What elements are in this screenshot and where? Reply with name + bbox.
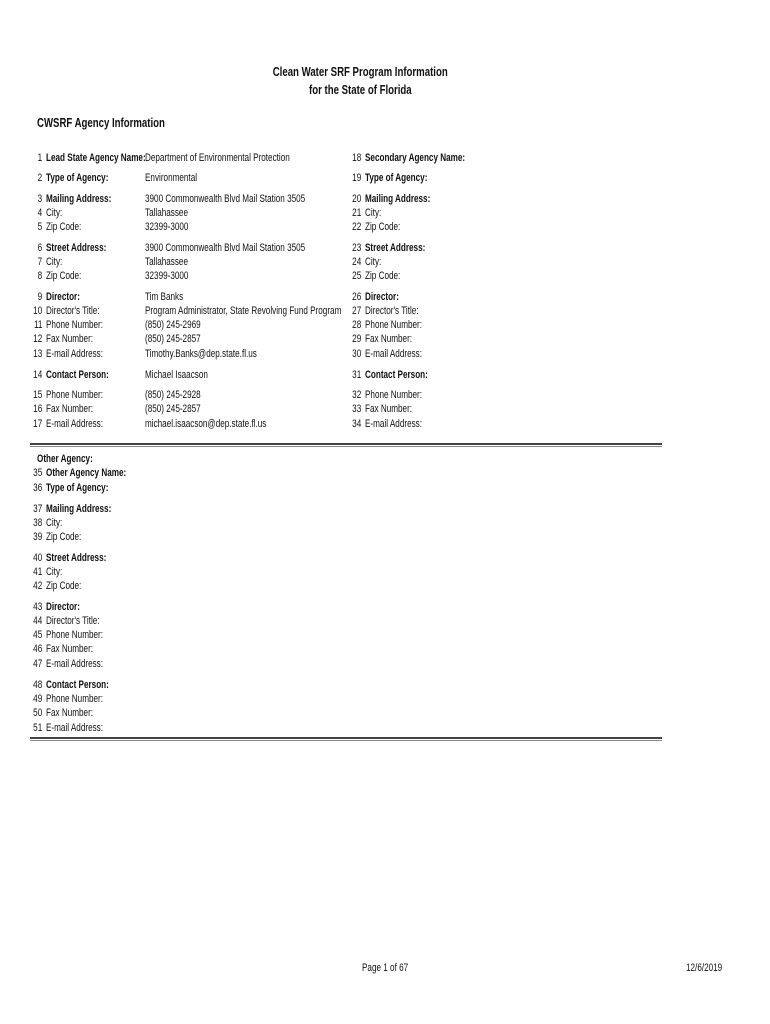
field-label: E-mail Address: bbox=[46, 658, 104, 670]
other-agency-heading: Other Agency: bbox=[37, 453, 93, 465]
field-label: Phone Number: bbox=[365, 319, 423, 331]
field-label: Director: bbox=[365, 291, 399, 303]
right_fields-row-20 bbox=[345, 192, 475, 206]
field-label: Lead State Agency Name: bbox=[46, 152, 146, 164]
field-number: 32 bbox=[351, 389, 361, 401]
left_fields-row-5 bbox=[26, 220, 156, 234]
section-divider-top bbox=[30, 443, 662, 447]
right_fields-row-25 bbox=[345, 269, 475, 283]
field-number: 21 bbox=[351, 207, 361, 219]
field-number: 5 bbox=[37, 221, 42, 233]
field-number: 44 bbox=[32, 615, 42, 627]
other_fields-row-47 bbox=[26, 657, 156, 671]
field-label: Contact Person: bbox=[46, 369, 109, 381]
field-number: 10 bbox=[32, 305, 42, 317]
left_fields-row-1 bbox=[26, 151, 156, 165]
field-label: City: bbox=[365, 207, 382, 219]
field-label: Mailing Address: bbox=[365, 193, 431, 205]
other_fields-row-46 bbox=[26, 642, 156, 656]
field-number: 46 bbox=[32, 643, 42, 655]
field-value-9: Tim Banks bbox=[145, 291, 184, 303]
other_fields-row-39 bbox=[26, 530, 156, 544]
other_fields-row-38 bbox=[26, 516, 156, 530]
field-label: E-mail Address: bbox=[46, 348, 104, 360]
right_fields-row-28 bbox=[345, 318, 475, 332]
title-line-1: Clean Water SRF Program Information bbox=[272, 64, 448, 79]
field-number: 31 bbox=[351, 369, 361, 381]
field-label: Type of Agency: bbox=[46, 482, 109, 494]
right_fields-row-27 bbox=[345, 304, 475, 318]
left_fields-row-10 bbox=[26, 304, 156, 318]
field-label: E-mail Address: bbox=[46, 418, 104, 430]
field-number: 7 bbox=[37, 256, 42, 268]
field-number: 20 bbox=[351, 193, 361, 205]
field-label: Phone Number: bbox=[46, 389, 104, 401]
field-value-16: (850) 245-2857 bbox=[145, 403, 201, 415]
field-number: 8 bbox=[37, 270, 42, 282]
left_fields-row-12 bbox=[26, 332, 156, 346]
field-number: 18 bbox=[351, 152, 361, 164]
field-label: Contact Person: bbox=[46, 679, 109, 691]
field-number: 27 bbox=[351, 305, 361, 317]
field-number: 25 bbox=[351, 270, 361, 282]
field-number: 11 bbox=[33, 319, 42, 331]
right_fields-row-21 bbox=[345, 206, 475, 220]
field-label: Zip Code: bbox=[46, 580, 82, 592]
field-label: Director's Title: bbox=[46, 305, 100, 317]
field-value-1: Department of Environmental Protection bbox=[145, 152, 290, 164]
left_fields-row-15 bbox=[26, 388, 156, 402]
field-label: Mailing Address: bbox=[46, 503, 112, 515]
right_fields-row-33 bbox=[345, 402, 475, 416]
field-label: Type of Agency: bbox=[365, 172, 428, 184]
field-number: 24 bbox=[351, 256, 361, 268]
field-label: Fax Number: bbox=[46, 643, 94, 655]
field-label: Fax Number: bbox=[365, 403, 413, 415]
field-label: City: bbox=[46, 517, 63, 529]
field-number: 38 bbox=[32, 517, 42, 529]
field-number: 48 bbox=[32, 679, 42, 691]
right_fields-row-29 bbox=[345, 332, 475, 346]
field-number: 15 bbox=[32, 389, 42, 401]
right_fields-row-32 bbox=[345, 388, 475, 402]
field-number: 12 bbox=[32, 333, 42, 345]
field-number: 40 bbox=[32, 552, 42, 564]
field-number: 51 bbox=[32, 722, 42, 734]
field-number: 37 bbox=[32, 503, 42, 515]
field-label: Contact Person: bbox=[365, 369, 428, 381]
right_fields-row-34 bbox=[345, 417, 475, 431]
field-number: 16 bbox=[32, 403, 42, 415]
field-value-13: Timothy.Banks@dep.state.fl.us bbox=[145, 348, 257, 360]
field-value-7: Tallahassee bbox=[145, 256, 188, 268]
field-number: 17 bbox=[32, 418, 42, 430]
field-number: 4 bbox=[37, 207, 42, 219]
field-number: 42 bbox=[32, 580, 42, 592]
field-label: City: bbox=[365, 256, 382, 268]
field-value-15: (850) 245-2928 bbox=[145, 389, 201, 401]
document-title bbox=[0, 63, 720, 99]
field-number: 28 bbox=[351, 319, 361, 331]
right_fields-row-18 bbox=[345, 151, 475, 165]
field-label: Secondary Agency Name: bbox=[365, 152, 466, 164]
field-number: 35 bbox=[32, 467, 42, 479]
right_fields-row-30 bbox=[345, 347, 475, 361]
field-label: E-mail Address: bbox=[365, 348, 423, 360]
field-number: 23 bbox=[351, 242, 361, 254]
field-value-6: 3900 Commonwealth Blvd Mail Station 3505 bbox=[145, 242, 306, 254]
field-value-5: 32399-3000 bbox=[145, 221, 189, 233]
field-label: Phone Number: bbox=[46, 693, 104, 705]
field-label: Fax Number: bbox=[46, 403, 94, 415]
field-label: Street Address: bbox=[365, 242, 426, 254]
left_fields-row-16 bbox=[26, 402, 156, 416]
field-label: E-mail Address: bbox=[365, 418, 423, 430]
field-value-3: 3900 Commonwealth Blvd Mail Station 3505 bbox=[145, 193, 306, 205]
other_fields-row-37 bbox=[26, 502, 156, 516]
field-number: 49 bbox=[32, 693, 42, 705]
other_fields-row-45 bbox=[26, 628, 156, 642]
field-label: Zip Code: bbox=[365, 270, 401, 282]
left_fields-row-11 bbox=[26, 318, 156, 332]
field-label: Zip Code: bbox=[46, 270, 82, 282]
field-value-2: Environmental bbox=[145, 172, 198, 184]
right_fields-row-26 bbox=[345, 290, 475, 304]
title-line-2: for the State of Florida bbox=[308, 82, 412, 97]
page-number: Page 1 of 67 bbox=[362, 962, 409, 974]
right_fields-row-31 bbox=[345, 368, 475, 382]
field-label: Street Address: bbox=[46, 552, 107, 564]
other_fields-row-36 bbox=[26, 481, 156, 495]
field-number: 22 bbox=[351, 221, 361, 233]
field-label: Phone Number: bbox=[46, 319, 104, 331]
right_fields-row-23 bbox=[345, 241, 475, 255]
field-number: 36 bbox=[32, 482, 42, 494]
other_fields-row-43 bbox=[26, 600, 156, 614]
field-value-8: 32399-3000 bbox=[145, 270, 189, 282]
section-divider-bottom bbox=[30, 737, 662, 741]
field-number: 29 bbox=[351, 333, 361, 345]
field-number: 13 bbox=[32, 348, 42, 360]
field-label: Zip Code: bbox=[365, 221, 401, 233]
field-value-11: (850) 245-2969 bbox=[145, 319, 201, 331]
field-label: Director: bbox=[46, 601, 80, 613]
left_fields-row-2 bbox=[26, 171, 156, 185]
field-label: City: bbox=[46, 207, 63, 219]
field-label: Phone Number: bbox=[365, 389, 423, 401]
other_fields-row-48 bbox=[26, 678, 156, 692]
field-number: 41 bbox=[32, 566, 42, 578]
field-value-4: Tallahassee bbox=[145, 207, 188, 219]
field-number: 30 bbox=[351, 348, 361, 360]
field-value-12: (850) 245-2857 bbox=[145, 333, 201, 345]
field-label: City: bbox=[46, 566, 63, 578]
field-value-14: Michael Isaacson bbox=[145, 369, 208, 381]
other_fields-row-51 bbox=[26, 721, 156, 735]
field-number: 39 bbox=[32, 531, 42, 543]
field-label: Mailing Address: bbox=[46, 193, 112, 205]
field-label: Phone Number: bbox=[46, 629, 104, 641]
other_fields-row-44 bbox=[26, 614, 156, 628]
left_fields-row-14 bbox=[26, 368, 156, 382]
left_fields-row-4 bbox=[26, 206, 156, 220]
field-label: Director: bbox=[46, 291, 80, 303]
field-number: 14 bbox=[32, 369, 42, 381]
field-number: 3 bbox=[37, 193, 42, 205]
left_fields-row-6 bbox=[26, 241, 156, 255]
field-label: City: bbox=[46, 256, 63, 268]
field-value-10: Program Administrator, State Revolving Fund Program bbox=[145, 305, 342, 317]
field-label: Fax Number: bbox=[46, 333, 94, 345]
left_fields-row-13 bbox=[26, 347, 156, 361]
field-number: 47 bbox=[32, 658, 42, 670]
field-number: 43 bbox=[32, 601, 42, 613]
field-number: 33 bbox=[351, 403, 361, 415]
field-label: Type of Agency: bbox=[46, 172, 109, 184]
right_fields-row-22 bbox=[345, 220, 475, 234]
left_fields-row-17 bbox=[26, 417, 156, 431]
field-number: 9 bbox=[37, 291, 42, 303]
field-label: Zip Code: bbox=[46, 221, 82, 233]
left_fields-row-9 bbox=[26, 290, 156, 304]
other_fields-row-49 bbox=[26, 692, 156, 706]
field-number: 34 bbox=[351, 418, 361, 430]
field-label: Other Agency Name: bbox=[46, 467, 127, 479]
other_fields-row-41 bbox=[26, 565, 156, 579]
right_fields-row-19 bbox=[345, 171, 475, 185]
other_fields-row-42 bbox=[26, 579, 156, 593]
left_fields-row-8 bbox=[26, 269, 156, 283]
field-number: 19 bbox=[351, 172, 361, 184]
other_fields-row-35 bbox=[26, 466, 156, 480]
field-value-17: michael.isaacson@dep.state.fl.us bbox=[145, 418, 267, 430]
field-number: 2 bbox=[37, 172, 42, 184]
field-label: Fax Number: bbox=[46, 707, 94, 719]
left_fields-row-3 bbox=[26, 192, 156, 206]
field-label: Zip Code: bbox=[46, 531, 82, 543]
field-number: 6 bbox=[37, 242, 42, 254]
field-label: Street Address: bbox=[46, 242, 107, 254]
field-label: Director's Title: bbox=[365, 305, 419, 317]
field-label: Director's Title: bbox=[46, 615, 100, 627]
field-number: 50 bbox=[32, 707, 42, 719]
print-date: 12/6/2019 bbox=[686, 962, 723, 974]
field-label: Fax Number: bbox=[365, 333, 413, 345]
section-heading: CWSRF Agency Information bbox=[37, 115, 165, 130]
field-number: 26 bbox=[351, 291, 361, 303]
other_fields-row-40 bbox=[26, 551, 156, 565]
left_fields-row-7 bbox=[26, 255, 156, 269]
other_fields-row-50 bbox=[26, 706, 156, 720]
field-number: 45 bbox=[32, 629, 42, 641]
field-label: E-mail Address: bbox=[46, 722, 104, 734]
field-number: 1 bbox=[37, 152, 42, 164]
right_fields-row-24 bbox=[345, 255, 475, 269]
